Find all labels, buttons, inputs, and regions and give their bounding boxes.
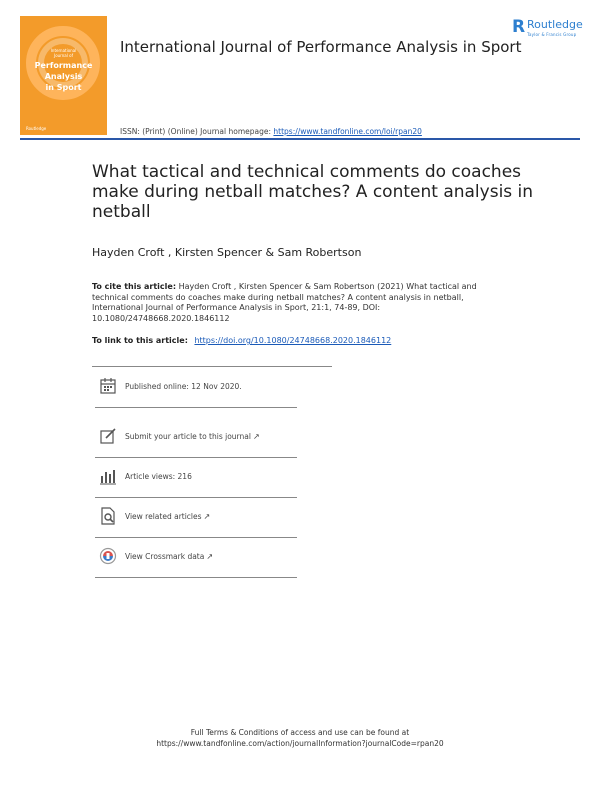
article-link-label: To link to this article: [92, 336, 188, 345]
submit-article-link[interactable]: Submit your article to this journal ↗ [125, 432, 260, 441]
meta-divider [92, 366, 332, 367]
external-link-icon: ↗ [203, 512, 211, 521]
issn-line [120, 127, 422, 136]
cover-publisher: Routledge [26, 126, 47, 131]
article-views-row [95, 458, 297, 498]
cover-small-text: International Journal of [50, 48, 77, 58]
routledge-logo [512, 17, 592, 41]
citation-block [92, 282, 492, 324]
footer [0, 727, 600, 749]
article-views: Article views: 216 [125, 472, 192, 481]
cover-title: Performance Analysis in Sport [34, 61, 93, 92]
header-divider [20, 138, 580, 140]
document-search-icon [99, 507, 117, 525]
journal-cover-image [20, 16, 107, 135]
logo-name: Routledge [527, 18, 583, 31]
crossmark-row[interactable] [95, 538, 297, 578]
related-articles-link[interactable]: View related articles ↗ [125, 512, 211, 521]
published-row [95, 368, 297, 408]
article-doi-link[interactable]: https://doi.org/10.1080/24748668.2020.1846112 [194, 336, 392, 345]
bar-chart-icon [99, 467, 117, 485]
citation-text: Hayden Croft , Kirsten Spencer & Sam Robertson (2021) What tactical and technical comments do coaches make during netball matches? A content analysis in netball, International Journal of Performance Analysis in Sport, 21:1, 74-89, DOI: [92, 282, 477, 312]
journal-homepage-link[interactable]: https://www.tandfonline.com/loi/rpan20 [273, 127, 422, 136]
crossmark-link[interactable]: View Crossmark data ↗ [125, 552, 214, 561]
citation-doi: 10.1080/24748668.2020.1846112 [92, 313, 230, 323]
edit-icon [99, 427, 117, 445]
crossmark-icon [99, 547, 117, 565]
external-link-icon: ↗ [252, 432, 260, 441]
citation-label: To cite this article: [92, 282, 177, 291]
logo-tagline: Taylor & Francis Group [527, 32, 577, 37]
related-articles-row[interactable] [95, 498, 297, 538]
journal-title: International Journal of Performance Analysis in Sport [120, 38, 522, 56]
issn-text: ISSN: (Print) (Online) Journal homepage: [120, 127, 272, 136]
footer-terms-text: Full Terms & Conditions of access and use can be found at [190, 728, 410, 737]
published-date: Published online: 12 Nov 2020. [125, 382, 242, 391]
article-title: What tactical and technical comments do coaches make during netball matches? A content analysis in netball [92, 162, 534, 222]
routledge-r-icon: R [512, 17, 526, 37]
article-authors: Hayden Croft , Kirsten Spencer & Sam Robertson [92, 246, 362, 259]
footer-terms-link[interactable]: https://www.tandfonline.com/action/journalInformation?journalCode=rpan20 [156, 739, 444, 748]
article-link-line [92, 336, 391, 345]
submit-article-row[interactable] [95, 418, 297, 458]
external-link-icon: ↗ [206, 552, 214, 561]
calendar-icon [99, 377, 117, 395]
